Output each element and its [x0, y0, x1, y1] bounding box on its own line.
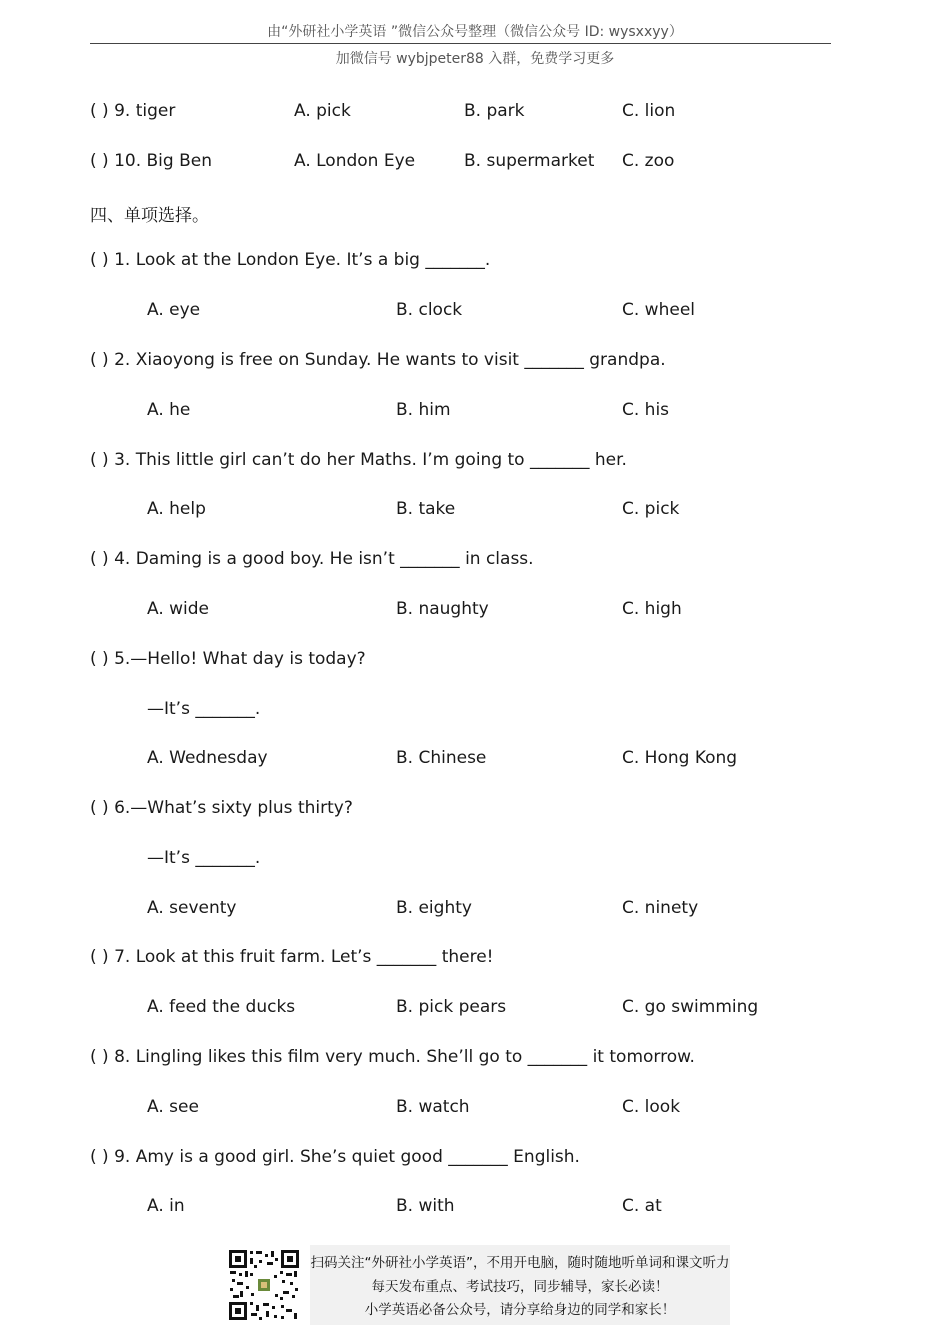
footer-line-3: 小学英语必备公众号，请分享给身边的同学和家长！: [364, 1302, 676, 1318]
q1-option-b: B. clock: [396, 300, 463, 320]
question-9: ( ) 9. Amy is a good girl. She’s quiet good _______ English.: [90, 1147, 580, 1167]
q4-option-c: C. high: [622, 599, 682, 619]
vocab-9-option-a: A. pick: [294, 101, 351, 121]
q5-option-b: B. Chinese: [396, 748, 487, 768]
question-6: ( ) 6.—What’s sixty plus thirty?: [90, 798, 353, 818]
q2-option-c: C. his: [622, 400, 670, 420]
q8-option-a: A. see: [147, 1097, 199, 1117]
q9-option-a: A. in: [147, 1196, 185, 1216]
question-2: ( ) 2. Xiaoyong is free on Sunday. He wants to visit _______ grandpa.: [90, 350, 666, 370]
question-3: ( ) 3. This little girl can’t do her Maths. I’m going to _______ her.: [90, 450, 627, 470]
question-5: ( ) 5.—Hello! What day is today?: [90, 649, 366, 669]
footer-line-2: 每天发布重点、考试技巧，同步辅导，家长必读！: [371, 1279, 669, 1295]
q9-option-c: C. at: [622, 1196, 662, 1216]
header-divider: [90, 43, 831, 44]
q8-option-b: B. watch: [396, 1097, 470, 1117]
q7-option-b: B. pick pears: [396, 997, 507, 1017]
q4-option-b: B. naughty: [396, 599, 489, 619]
q2-option-b: B. him: [396, 400, 451, 420]
q3-option-b: B. take: [396, 499, 456, 519]
q4-option-a: A. wide: [147, 599, 210, 619]
q6-option-a: A. seventy: [147, 898, 237, 918]
vocab-9-option-c: C. lion: [622, 101, 676, 121]
vocab-question-10: ( ) 10. Big Ben: [90, 151, 212, 171]
footer-banner: [228, 1245, 730, 1325]
q1-option-c: C. wheel: [622, 300, 695, 320]
vocab-question-9: ( ) 9. tiger: [90, 101, 176, 121]
footer-promo-box: [310, 1245, 730, 1325]
question-8: ( ) 8. Lingling likes this film very much. She’ll go to _______ it tomorrow.: [90, 1047, 695, 1067]
qr-code-icon[interactable]: [228, 1249, 300, 1321]
q7-option-c: C. go swimming: [622, 997, 759, 1017]
q5-option-c: C. Hong Kong: [622, 748, 738, 768]
q6-response: —It’s _______.: [147, 848, 261, 868]
q3-option-c: C. pick: [622, 499, 680, 519]
section-title: 四、单项选择。: [90, 206, 209, 226]
q8-option-c: C. look: [622, 1097, 681, 1117]
q7-option-a: A. feed the ducks: [147, 997, 296, 1017]
vocab-10-option-b: B. supermarket: [464, 151, 595, 171]
q5-option-a: A. Wednesday: [147, 748, 268, 768]
vocab-10-option-a: A. London Eye: [294, 151, 416, 171]
question-7: ( ) 7. Look at this fruit farm. Let’s _______ there!: [90, 947, 494, 967]
vocab-10-option-c: C. zoo: [622, 151, 675, 171]
q6-option-b: B. eighty: [396, 898, 472, 918]
q5-response: —It’s _______.: [147, 699, 261, 719]
q3-option-a: A. help: [147, 499, 206, 519]
q2-option-a: A. he: [147, 400, 191, 420]
footer-line-1: 扫码关注“外研社小学英语”，不用开电脑，随时随地听单词和课文听力: [310, 1255, 730, 1271]
q1-option-a: A. eye: [147, 300, 201, 320]
header-subtitle: 加微信号 wybjpeter88 入群，免费学习更多: [335, 51, 615, 67]
q9-option-b: B. with: [396, 1196, 455, 1216]
question-4: ( ) 4. Daming is a good boy. He isn’t _______ in class.: [90, 549, 534, 569]
q6-option-c: C. ninety: [622, 898, 699, 918]
header-title: 由“外研社小学英语 ”微信公众号整理（微信公众号 ID: wysxxyy）: [267, 24, 683, 40]
vocab-9-option-b: B. park: [464, 101, 525, 121]
question-1: ( ) 1. Look at the London Eye. It’s a big _______.: [90, 250, 491, 270]
